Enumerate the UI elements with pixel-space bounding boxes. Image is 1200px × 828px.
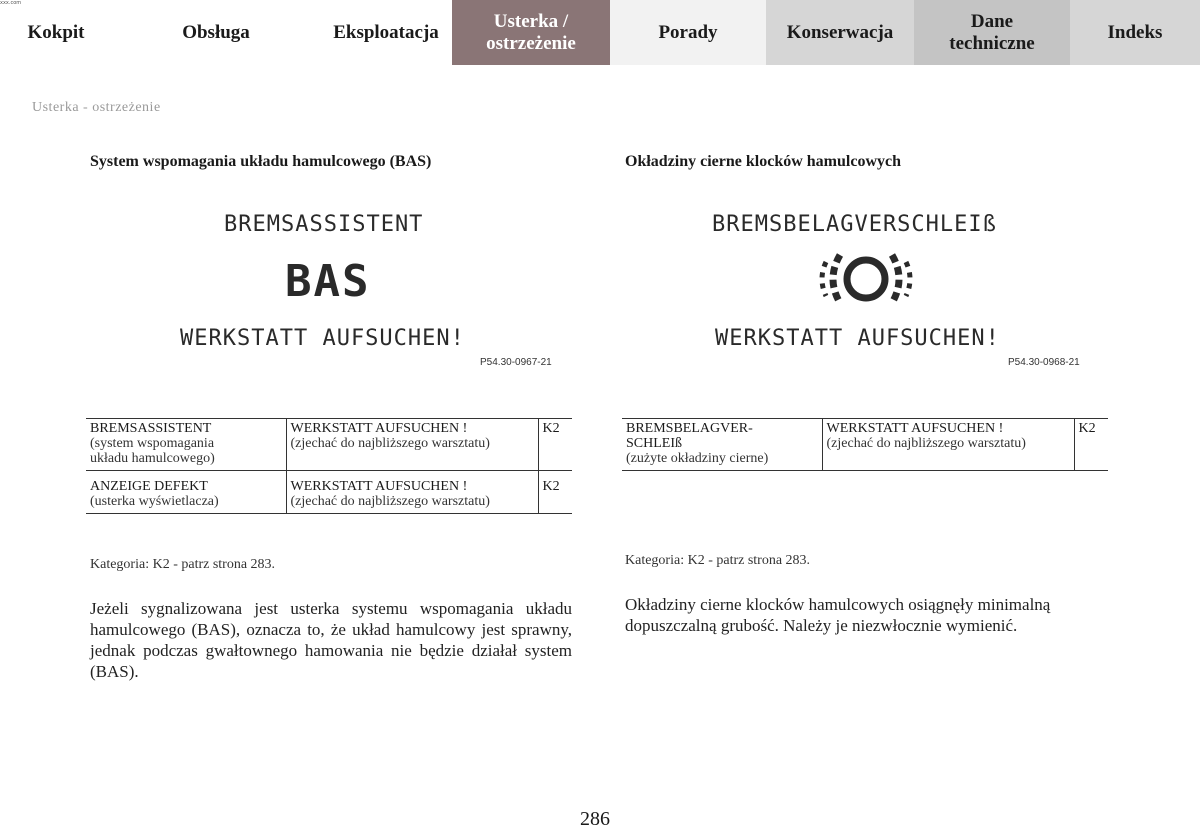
- display-line-werkstatt: WERKSTATT AUFSUCHEN!: [180, 326, 465, 351]
- tab-dane-techniczne[interactable]: [914, 0, 1070, 65]
- action-text: WERKSTATT AUFSUCHEN !: [290, 479, 468, 494]
- tab-kokpit[interactable]: [0, 0, 112, 65]
- message-table-left: [86, 418, 572, 514]
- tab-label: Indeks: [1107, 21, 1163, 43]
- message-text: BREMSASSISTENT: [90, 421, 212, 436]
- tab-eksploatacja[interactable]: [320, 0, 452, 65]
- message-cell: [86, 471, 286, 514]
- tab-label-line2: ostrzeżenie: [486, 32, 576, 54]
- action-cell: [286, 419, 538, 471]
- page-number: 286: [580, 808, 610, 828]
- section-title-bas: System wspomagania układu hamulcowego (BAS): [90, 153, 432, 170]
- brake-wear-icon: [814, 246, 918, 312]
- tab-label-line1: Dane: [970, 10, 1014, 32]
- display-line-bremsassistent: BREMSASSISTENT: [224, 212, 424, 237]
- message-text: SCHLEIß: [626, 436, 682, 451]
- watermark: xxx.com: [0, 0, 22, 6]
- tab-label: Eksploatacja: [333, 21, 439, 43]
- tab-label: Porady: [658, 21, 718, 43]
- category-cell: K2: [542, 421, 560, 436]
- tab-label: Obsługa: [182, 21, 250, 43]
- category-note-right: Kategoria: K2 - patrz strona 283.: [625, 553, 811, 568]
- tab-indeks[interactable]: [1070, 0, 1200, 65]
- message-sub: (zużyte okładziny cierne): [626, 451, 769, 466]
- tab-label-line2: techniczne: [949, 32, 1035, 54]
- message-text: ANZEIGE DEFEKT: [90, 479, 208, 494]
- message-cell: [622, 419, 822, 471]
- action-text: WERKSTATT AUFSUCHEN !: [826, 421, 1004, 436]
- message-sub: układu hamulcowego): [90, 451, 215, 466]
- message-cell: [86, 419, 286, 471]
- section-title-brake-pads: Okładziny cierne klocków hamulcowych: [625, 153, 902, 170]
- table-row: [86, 419, 572, 471]
- message-sub: (usterka wyświetlacza): [90, 494, 219, 509]
- category-note-left: Kategoria: K2 - patrz strona 283.: [90, 557, 276, 572]
- figure-reference: P54.30-0967-21: [480, 357, 552, 368]
- action-sub: (zjechać do najbliższego warsztatu): [290, 494, 490, 509]
- action-sub: (zjechać do najbliższego warsztatu): [826, 436, 1026, 451]
- tab-konserwacja[interactable]: [766, 0, 914, 65]
- message-sub: (system wspomagania: [90, 436, 215, 451]
- display-line-bremsbelag: BREMSBELAGVERSCHLEIß: [712, 212, 997, 237]
- tab-label: Konserwacja: [786, 21, 894, 43]
- message-text: BREMSBELAGVER-: [626, 421, 753, 436]
- figure-reference: P54.30-0968-21: [1008, 357, 1080, 368]
- action-cell: [286, 471, 538, 514]
- body-text-left: Jeżeli sygnalizowana jest usterka systemu wspomagania układu hamulcowego (BAS), oznacza to, że układ hamulcowy jest sprawny, jednak podczas gwałtownego hamowania nie będzie działał system (BAS).: [90, 599, 572, 681]
- category-cell: K2: [1078, 421, 1096, 436]
- action-sub: (zjechać do najbliższego warsztatu): [290, 436, 490, 451]
- display-bas: BAS: [285, 256, 371, 307]
- body-text-right: Okładziny cierne klocków hamulcowych osiągnęły minimalną dopuszczalną grubość. Należy je niezwłocznie wymienić.: [625, 595, 1051, 635]
- table-row: [86, 471, 572, 514]
- tab-obsluga[interactable]: [112, 0, 320, 65]
- category-cell: K2: [542, 479, 560, 494]
- tab-label: Kokpit: [27, 21, 85, 43]
- tab-porady[interactable]: [610, 0, 766, 65]
- message-table-right: [622, 418, 1108, 471]
- table-row: [622, 419, 1108, 471]
- action-text: WERKSTATT AUFSUCHEN !: [290, 421, 468, 436]
- action-cell: [822, 419, 1074, 471]
- breadcrumb: Usterka - ostrzeżenie: [32, 100, 161, 115]
- display-line-werkstatt: WERKSTATT AUFSUCHEN!: [715, 326, 1000, 351]
- tab-label-line1: Usterka /: [493, 10, 569, 32]
- tab-usterka-ostrzezenie[interactable]: [452, 0, 610, 65]
- top-nav: [0, 0, 1200, 65]
